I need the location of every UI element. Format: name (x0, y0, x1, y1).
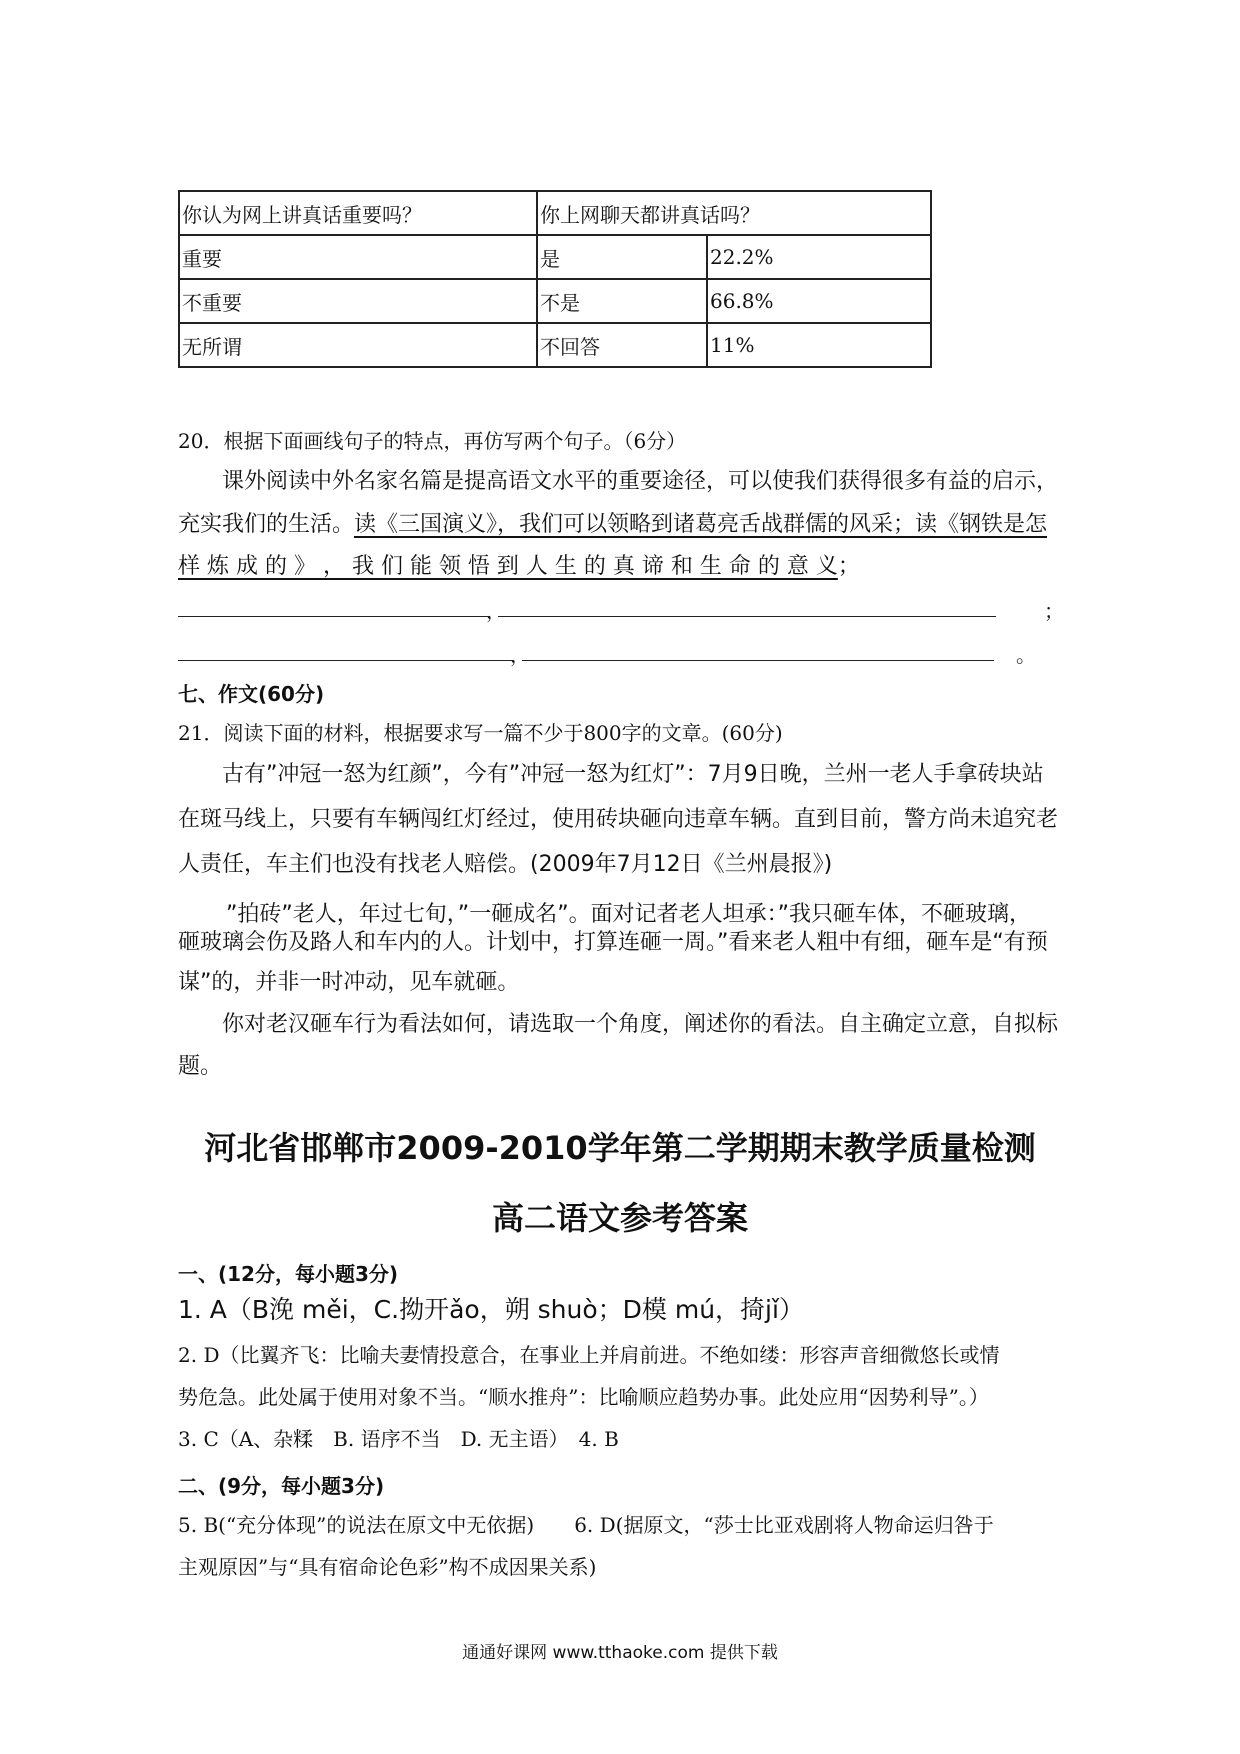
answer-5-6-line: 主观原因”与“具有宿命论色彩”构不成因果关系) (178, 1555, 597, 1579)
table-cell: 不是 (537, 279, 707, 323)
table-header-cell: 你认为网上讲真话重要吗？ (179, 191, 537, 235)
table-cell: 11% (707, 323, 931, 367)
q20-semicolon: ； (837, 554, 860, 579)
answer-blank[interactable] (522, 660, 994, 661)
essay-material-line: 砸玻璃会伤及路人和车内的人。计划中，打算连砸一周。”看来老人粗中有细，砸车是“有预 (178, 930, 1048, 955)
table-cell: 无所谓 (179, 323, 537, 367)
table-row (179, 323, 931, 367)
answer-part-heading: 一、(12分，每小题3分) (178, 1262, 399, 1286)
essay-requirement-line: 题。 (178, 1054, 223, 1079)
answer-key-subtitle: 高二语文参考答案 (491, 1199, 748, 1237)
answer-2-line: 2. D（比翼齐飞：比喻夫妻情投意合，在事业上并肩前进。不绝如缕：形容声音细微悠长或情 (178, 1343, 1000, 1367)
q21-prompt: 21．阅读下面的材料，根据要求写一篇不少于800字的文章。(60分) (178, 721, 783, 745)
q20-prompt: 20．根据下面画线句子的特点，再仿写两个句子。（6分） (178, 429, 687, 453)
table-cell: 是 (537, 235, 707, 279)
answer-blank[interactable] (498, 616, 996, 617)
answer-3-4: 3. C（A、杂糅 B. 语序不当 D. 无主语） 4. B (178, 1427, 619, 1451)
page-footer: 通通好课网 www.tthaoke.com 提供下载 (462, 1643, 778, 1663)
q20-text-line: 课外阅读中外名家名篇是提高语文水平的重要途径，可以使我们获得很多有益的启示， (222, 469, 1059, 494)
table-row (179, 279, 931, 323)
essay-material-line: 人责任，车主们也没有找老人赔偿。(2009年7月12日《兰州晨报》) (178, 852, 833, 877)
q20-underlined-sentence: 样 炼 成 的 》 ， 我 们 能 领 悟 到 人 生 的 真 谛 和 生 命 的 意 义 (178, 554, 838, 579)
q20-underlined-sentence: 读《三国演义》，我们可以领略到诸葛亮舌战群儒的风采；读《钢铁是怎 (354, 512, 1048, 537)
blank-end: 。 (1016, 643, 1036, 667)
q20-text-line (178, 552, 860, 582)
answer-key-title: 河北省邯郸市2009-2010学年第二学期期末教学质量检测 (204, 1129, 1036, 1167)
essay-material-line: 在斑马线上，只要有车辆闯红灯经过，使用砖块砸向违章车辆。直到目前，警方尚未追究老 (178, 807, 1059, 832)
q20-text-line (178, 510, 1047, 540)
answer-blank[interactable] (178, 616, 488, 617)
table-row (179, 191, 931, 235)
essay-material-line: 谋”的，并非一时冲动，见车就砸。 (178, 970, 520, 995)
table-cell: 66.8% (707, 279, 931, 323)
answer-part-heading: 二、(9分，每小题3分) (178, 1474, 385, 1498)
table-cell: 22.2% (707, 235, 931, 279)
essay-material-line: 古有”冲冠一怒为红颜”，今有”冲冠一怒为红灯”：7月9日晚，兰州一老人手拿砖块站 (222, 762, 1044, 787)
answer-2-line: 势危急。此处属于使用对象不当。“顺水推舟”：比喻顺应趋势办事。此处应用“因势利导”。） (178, 1385, 989, 1409)
answer-5-6-line: 5. B(“充分体现”的说法在原文中无依据) 6. D(据原文，“莎士比亚戏剧将人物命运归咎于 (178, 1513, 994, 1537)
essay-material-line: ”拍砖”老人，年过七旬，”一砸成名”。面对记者老人坦承：”我只砸车体，不砸玻璃， (226, 902, 1031, 927)
table-cell: 不重要 (179, 279, 537, 323)
answer-1: 1. A（B浼 měi，C.拗开ǎo，朔 shuò；D模 mú，掎jǐ） (178, 1295, 804, 1324)
blank-comma: ， (510, 643, 530, 667)
blank-comma: ， (486, 599, 506, 623)
table-header-cell: 你上网聊天都讲真话吗？ (537, 191, 931, 235)
q20-plain-text: 充实我们的生活。 (178, 512, 355, 537)
section-heading: 七、作文(60分) (178, 682, 325, 706)
answer-blank[interactable] (178, 660, 512, 661)
table-cell: 不回答 (537, 323, 707, 367)
essay-requirement-line: 你对老汉砸车行为看法如何，请选取一个角度，阐述你的看法。自主确定立意，自拟标 (222, 1012, 1059, 1037)
table-row (179, 235, 931, 279)
table-cell: 重要 (179, 235, 537, 279)
blank-end: ； (1044, 599, 1064, 623)
survey-table (178, 190, 932, 368)
